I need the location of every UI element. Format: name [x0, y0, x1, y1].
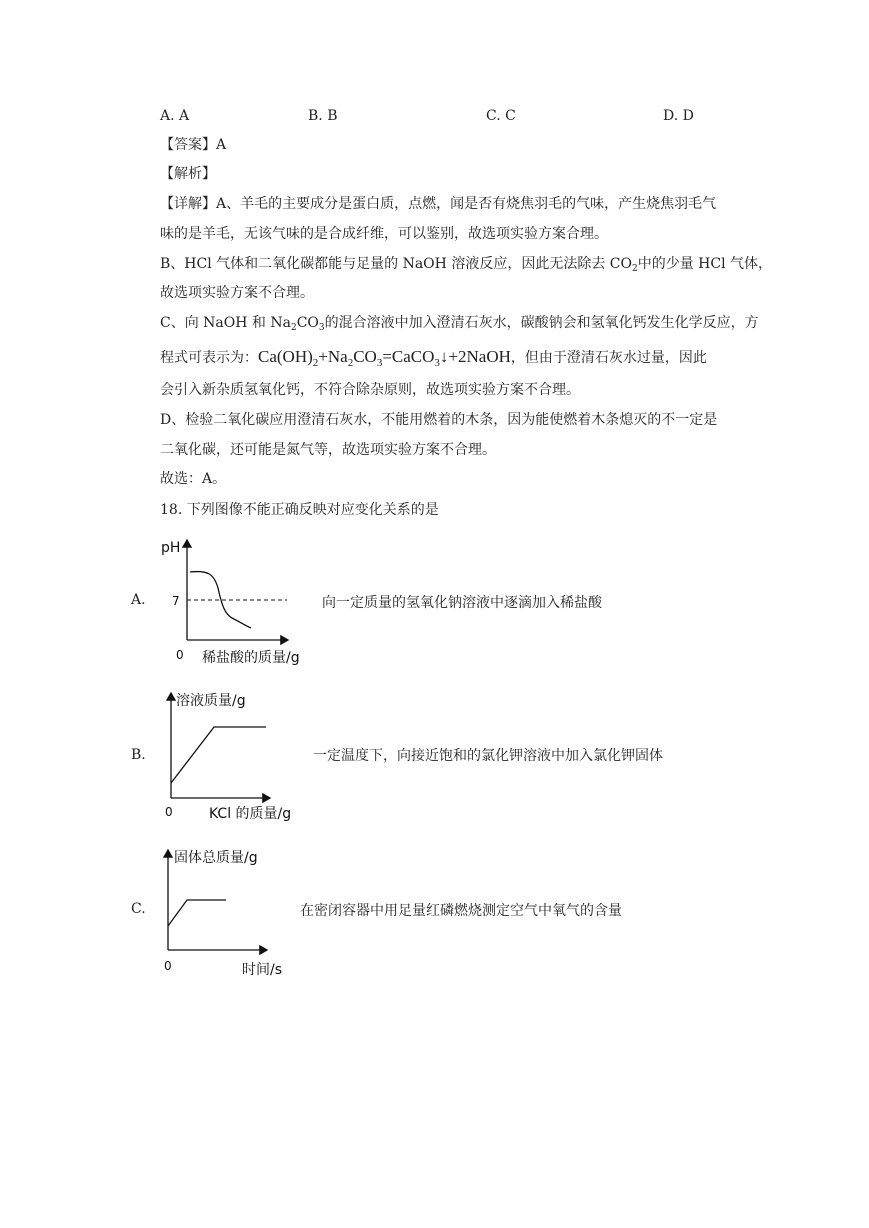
- figure-c-origin: 0: [164, 959, 172, 973]
- detail-c-sub1: 2: [290, 323, 297, 333]
- eq-sub: 3: [434, 357, 440, 369]
- figure-b-graph: [150, 685, 320, 825]
- figure-c-ylabel: 固体总质量/g: [174, 850, 258, 866]
- analysis-label: 【解析】: [160, 166, 216, 182]
- figure-a: [150, 530, 320, 670]
- detail-c-line3: 会引入新杂质氢氧化钙，不符合除杂原则，故选项实验方案不合理。: [160, 382, 580, 398]
- detail-b-text2: 中的少量 HCl 气体，: [637, 256, 773, 272]
- detail-c-text2: 的混合溶液中加入澄清石灰水，碳酸钠会和氢氧化钙发生化学反应，方: [324, 315, 759, 331]
- eq-part: ↓+2NaOH: [439, 347, 511, 366]
- eq-sub: 3: [376, 357, 383, 369]
- detail-b-text: B、HCl 气体和二氧化碳都能与足量的 NaOH 溶液反应，因此无法除去 CO: [160, 256, 632, 272]
- detail-d-line1: D、检验二氧化碳应用澄清石灰水，不能用燃着的木条，因为能使燃着木条熄灭的不一定是: [160, 412, 718, 428]
- figure-c-desc: 在密闭容器中用足量红磷燃烧测定空气中氧气的含量: [300, 903, 622, 919]
- detail-a-line1: 【详解】A、羊毛的主要成分是蛋白质，点燃，闻是否有烧焦羽毛的气味，产生烧焦羽毛气: [160, 196, 717, 212]
- question-18: 18. 下列图像不能正确反映对应变化关系的是: [160, 502, 439, 518]
- figure-a-ylabel: pH: [161, 540, 181, 556]
- detail-a-line2: 味的是羊毛，无该气味的是合成纤维，可以鉴别，故选项实验方案合理。: [160, 226, 608, 242]
- figure-b-origin: 0: [165, 805, 173, 819]
- figure-a-letter: A.: [131, 592, 146, 608]
- figure-a-graph: [150, 530, 320, 670]
- ph-curve: [190, 572, 251, 628]
- eq-sub: 2: [347, 357, 354, 369]
- answer: 【答案】A: [160, 137, 227, 153]
- figure-a-origin: 0: [176, 648, 184, 662]
- eq-part: =CaCO: [382, 347, 435, 366]
- chemical-equation: [258, 347, 511, 369]
- eq-part: CO: [353, 347, 377, 366]
- eq-part: +Na: [318, 347, 348, 366]
- figure-c-letter: C.: [131, 901, 146, 917]
- eq-part: Ca(OH): [258, 347, 313, 366]
- figure-b-letter: B.: [131, 747, 146, 763]
- eq-sub: 2: [312, 357, 319, 369]
- figure-c-graph: [150, 840, 320, 980]
- option-c: C. C: [486, 108, 516, 124]
- figure-b-xlabel: KCl 的质量/g: [209, 806, 292, 822]
- figure-b-desc: 一定温度下，向接近饱和的氯化钾溶液中加入氯化钾固体: [313, 748, 663, 764]
- solid-mass-curve: [168, 900, 226, 926]
- figure-a-xlabel: 稀盐酸的质量/g: [202, 650, 300, 666]
- detail-c-line1: [160, 313, 759, 333]
- detail-c-text: C、向 NaOH 和 Na: [160, 315, 291, 331]
- detail-c-eq-tail: ，但由于澄清石灰水过量，因此: [510, 350, 707, 366]
- detail-c-co: CO: [296, 315, 319, 331]
- detail-b-line1: [160, 254, 772, 274]
- figure-a-ref: 7: [172, 594, 180, 608]
- figure-b: [150, 685, 320, 825]
- figure-b-ylabel: 溶液质量/g: [176, 693, 246, 709]
- option-a: A. A: [160, 108, 190, 124]
- detail-c-line2: [160, 345, 707, 370]
- option-d: D. D: [663, 108, 694, 124]
- solution-mass-curve: [171, 727, 266, 783]
- figure-c-xlabel: 时间/s: [242, 962, 283, 978]
- detail-c-sub2: 3: [318, 323, 325, 333]
- conclusion: 故选：A。: [160, 471, 227, 487]
- figure-a-desc: 向一定质量的氢氧化钠溶液中逐滴加入稀盐酸: [322, 595, 602, 611]
- figure-c: [150, 840, 320, 980]
- detail-b-sub: 2: [631, 264, 638, 274]
- detail-d-line2: 二氧化碳，还可能是氮气等，故选项实验方案不合理。: [160, 442, 496, 458]
- option-b: B. B: [308, 108, 338, 124]
- detail-c-eq-intro: 程式可表示为：: [160, 350, 258, 366]
- detail-b-line2: 故选项实验方案不合理。: [160, 285, 314, 301]
